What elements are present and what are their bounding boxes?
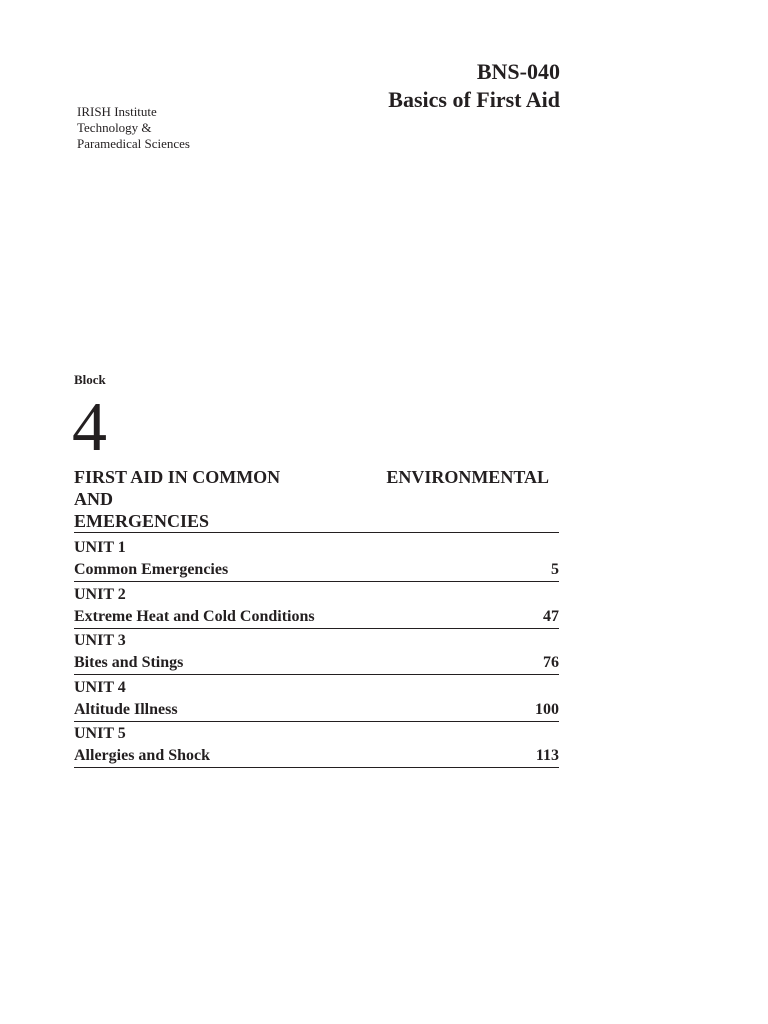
institute-line: Paramedical Sciences [77, 136, 190, 151]
unit-title: Allergies and Shock [74, 747, 211, 765]
unit-row [74, 653, 559, 673]
unit-page: 5 [551, 561, 559, 578]
unit-title: Extreme Heat and Cold Conditions [74, 607, 315, 625]
unit-entry [74, 676, 559, 722]
unit-label: UNIT 5 [74, 725, 126, 743]
unit-entry [74, 536, 559, 582]
block-title-part: ENVIRONMENTAL [386, 467, 549, 487]
unit-title: Bites and Stings [74, 654, 184, 672]
block-title-line: EMERGENCIES [74, 511, 210, 531]
unit-row [74, 746, 559, 766]
unit-label: UNIT 4 [74, 678, 126, 696]
unit-page: 47 [543, 607, 559, 625]
block-title-line: AND [74, 489, 113, 509]
unit-entry [74, 583, 559, 629]
unit-title: Altitude Illness [74, 700, 178, 718]
course-code: BNS-040 [476, 59, 560, 84]
unit-page: 113 [535, 747, 559, 765]
unit-page: 100 [535, 700, 559, 718]
unit-label: UNIT 1 [74, 539, 126, 556]
unit-row [74, 607, 559, 627]
unit-page: 76 [543, 654, 559, 672]
course-title: Basics of First Aid [388, 87, 560, 112]
unit-entry [74, 629, 559, 675]
institute-name [77, 104, 190, 152]
block-number: 4 [72, 389, 107, 466]
institute-line: Technology & [77, 120, 152, 135]
block-label: Block [74, 372, 106, 387]
block-title [74, 466, 559, 533]
unit-label: UNIT 2 [74, 585, 126, 603]
unit-label: UNIT 3 [74, 632, 126, 650]
unit-title: Common Emergencies [74, 561, 229, 578]
unit-row [74, 560, 559, 580]
block-title-part: FIRST AID IN COMMON [74, 467, 281, 487]
unit-row [74, 700, 559, 720]
institute-line: IRISH Institute [77, 104, 157, 119]
unit-entry [74, 722, 559, 768]
unit-list [74, 536, 559, 769]
block-title-line [74, 466, 559, 488]
